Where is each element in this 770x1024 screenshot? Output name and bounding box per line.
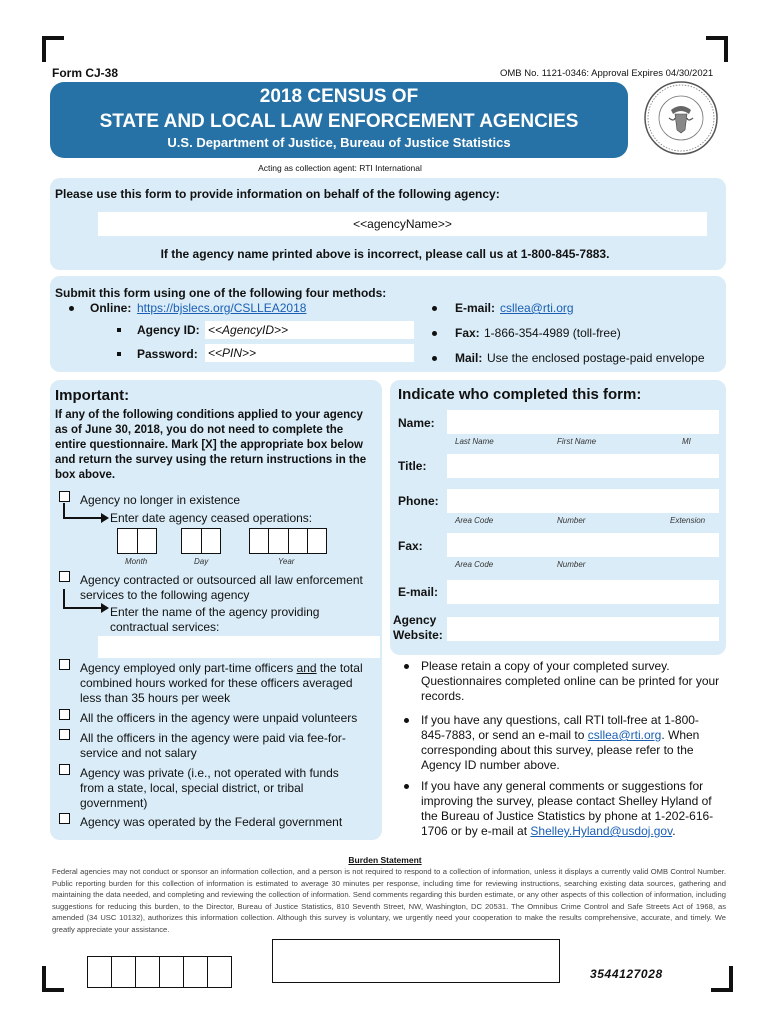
note-comments-text: If you have any general comments or suggestions for improving the survey, please contact Shelley Hyland of the Bureau of Justice Statistics by phone at 1-202-616-1706 or by e-mail at: [421, 779, 714, 838]
note-questions-email-link[interactable]: csllea@rti.org: [587, 728, 662, 742]
fax-area-code-hint: Area Code: [455, 560, 494, 569]
important-text: If any of the following conditions applied to your agency as of June 30, 2018, you do not need to complete the entire questionnaire. Mark [X] the appropriate box below and return the survey using the return instructions in the box above.: [55, 409, 367, 481]
bullet: [404, 784, 409, 789]
bullet: [432, 331, 437, 336]
month-input[interactable]: [117, 528, 157, 554]
note-comments-email-link[interactable]: Shelley.Hyland@usdoj.gov: [530, 824, 673, 838]
ceased-date-prompt: Enter date agency ceased operations:: [110, 511, 313, 525]
note-questions: [421, 713, 721, 773]
day-input[interactable]: [181, 528, 221, 554]
bullet: [117, 352, 121, 356]
bullet: [404, 664, 409, 669]
title-banner: [50, 82, 628, 158]
option-contracted: Agency contracted or outsourced all law enforcement services to the following agency: [80, 573, 363, 602]
batch-number-boxes: [87, 956, 232, 988]
option-fee-for-service: All the officers in the agency were paid via fee-for-service and not salary: [80, 731, 346, 760]
subtitle: U.S. Department of Justice, Bureau of Justice Statistics: [167, 135, 511, 150]
mi-hint: MI: [682, 437, 691, 446]
title-line-2: STATE AND LOCAL LAW ENFORCEMENT AGENCIES: [99, 111, 579, 132]
name-label: Name:: [398, 416, 435, 430]
agency-incorrect-note: If the agency name printed above is incorrect, please call us at 1-800-845-7883.: [160, 247, 610, 261]
email-field[interactable]: [447, 580, 719, 604]
fax-field[interactable]: [447, 533, 719, 557]
title-line-1: 2018 CENSUS OF: [259, 86, 419, 107]
checkbox-contracted[interactable]: [59, 571, 70, 582]
online-url-link[interactable]: https://bjslecs.org/CSLLEA2018: [137, 301, 307, 315]
checkbox-federal[interactable]: [59, 813, 70, 824]
checkbox-private[interactable]: [59, 764, 70, 775]
option-part-time-text-2: the total combined hours worked for these officers averaged less than 35 hours per week: [80, 661, 363, 705]
collection-agent: Acting as collection agent: RTI International: [258, 163, 422, 173]
note-retain-copy: Please retain a copy of your completed survey. Questionnaires completed online can be printed for your records.: [421, 659, 720, 703]
form-id: Form CJ-38: [52, 66, 119, 80]
title-label: Title:: [398, 459, 427, 473]
note-questions-text: If you have any questions, call RTI toll-free at 1-800-845-7883, or send an e-mail to: [421, 713, 699, 742]
burden-text: Federal agencies may not conduct or sponsor an information collection, and a person is not required to respond to a collection of information, unless it displays a currently valid OMB Control Number. Public reporting burden for this collection of information is estimated to average 30 minutes per response, including time for reviewing instructions, searching existing data sources, gathering and maintaining the data needed, and completing and reviewing the collection of information. Send comments regarding this burden estimate, or any other aspects of this collection of information, including suggestions for reducing this burden, to the Director, Bureau of Justice Statistics, 810 Seventh Street, NW, Washington, DC 20531. The Omnibus Crime Control and Safe Streets Act of 1968, as amended (34 USC 10132), authorizes this information collection. Although this survey is voluntary, we urgently need your cooperation to make the results comprehensive, accurate, and timely. We greatly appreciate your assistance.: [52, 867, 726, 934]
website-label-line-1: Agency: [393, 613, 437, 627]
mail-method-label: Mail:: [455, 351, 483, 365]
website-field[interactable]: [447, 617, 719, 641]
password-field[interactable]: <<PIN>>: [205, 344, 414, 362]
phone-field[interactable]: [447, 489, 719, 513]
year-hint: Year: [278, 557, 295, 566]
title-field[interactable]: [447, 454, 719, 478]
mail-method-value: Use the enclosed postage-paid envelope: [487, 351, 705, 365]
submit-heading: Submit this form using one of the following four methods:: [55, 286, 387, 300]
bullet: [432, 356, 437, 361]
name-field[interactable]: [447, 410, 719, 434]
website-label-line-2: Website:: [393, 628, 443, 642]
note-comments: [421, 779, 721, 839]
form-serial-number: 3544127028: [590, 967, 663, 981]
corner-mark-bottom-right: [711, 966, 733, 992]
note-questions-text-2: . When corresponding about this survey, please refer to the Agency ID number above.: [421, 728, 700, 772]
omb-number: OMB No. 1121-0346: Approval Expires 04/30/2021: [500, 68, 714, 79]
day-hint: Day: [194, 557, 209, 566]
important-heading: Important:: [55, 387, 130, 404]
fax-method-label: Fax:: [455, 326, 480, 340]
office-use-box: [272, 939, 560, 983]
agency-name-field[interactable]: <<agencyName>>: [98, 212, 707, 236]
bullet: [432, 306, 437, 311]
note-comments-text-2: .: [672, 824, 676, 838]
phone-label: Phone:: [398, 494, 439, 508]
first-name-hint: First Name: [557, 437, 597, 446]
doj-seal-icon: [643, 80, 719, 156]
option-part-time-and: and: [296, 661, 317, 675]
option-federal: Agency was operated by the Federal government: [80, 815, 343, 829]
agency-prompt: Please use this form to provide information on behalf of the following agency:: [55, 187, 500, 201]
option-part-time: [80, 661, 370, 706]
option-private: Agency was private (i.e., not operated with funds from a state, local, special district, or tribal government): [80, 766, 339, 810]
arrow-icon: [62, 589, 110, 613]
month-hint: Month: [125, 557, 148, 566]
contractor-name-field[interactable]: [98, 636, 380, 658]
phone-number-hint: Number: [557, 516, 586, 525]
corner-mark-top-right: [706, 36, 728, 62]
burden-title: Burden Statement: [348, 855, 422, 865]
year-input[interactable]: [249, 528, 327, 554]
checkbox-part-time[interactable]: [59, 659, 70, 670]
agency-id-label: Agency ID:: [137, 323, 200, 337]
completed-by-heading: Indicate who completed this form:: [398, 386, 642, 403]
email-method-link[interactable]: csllea@rti.org: [500, 301, 574, 315]
fax-number-hint: Number: [557, 560, 586, 569]
online-label: Online:: [90, 301, 132, 315]
corner-mark-top-left: [42, 36, 64, 62]
email-label: E-mail:: [398, 585, 439, 599]
bullet: [69, 306, 74, 311]
fax-method-value: 1-866-354-4989 (toll-free): [484, 326, 621, 340]
phone-extension-hint: Extension: [670, 516, 706, 525]
email-method-label: E-mail:: [455, 301, 496, 315]
arrow-icon: [62, 503, 110, 523]
bullet: [117, 328, 121, 332]
corner-mark-bottom-left: [42, 966, 64, 992]
agency-id-field[interactable]: <<AgencyID>>: [205, 321, 414, 339]
option-unpaid-volunteers: All the officers in the agency were unpaid volunteers: [80, 711, 358, 725]
option-part-time-text: Agency employed only part-time officers: [80, 661, 297, 675]
last-name-hint: Last Name: [455, 437, 494, 446]
password-label: Password:: [137, 347, 198, 361]
checkbox-no-longer-exists[interactable]: [59, 491, 70, 502]
bullet: [404, 718, 409, 723]
phone-area-code-hint: Area Code: [455, 516, 494, 525]
checkbox-unpaid-volunteers[interactable]: [59, 709, 70, 720]
fax-label: Fax:: [398, 539, 423, 553]
checkbox-fee-for-service[interactable]: [59, 729, 70, 740]
contractor-prompt: Enter the name of the agency providing contractual services:: [110, 605, 320, 634]
option-no-longer-exists: Agency no longer in existence: [80, 493, 241, 507]
